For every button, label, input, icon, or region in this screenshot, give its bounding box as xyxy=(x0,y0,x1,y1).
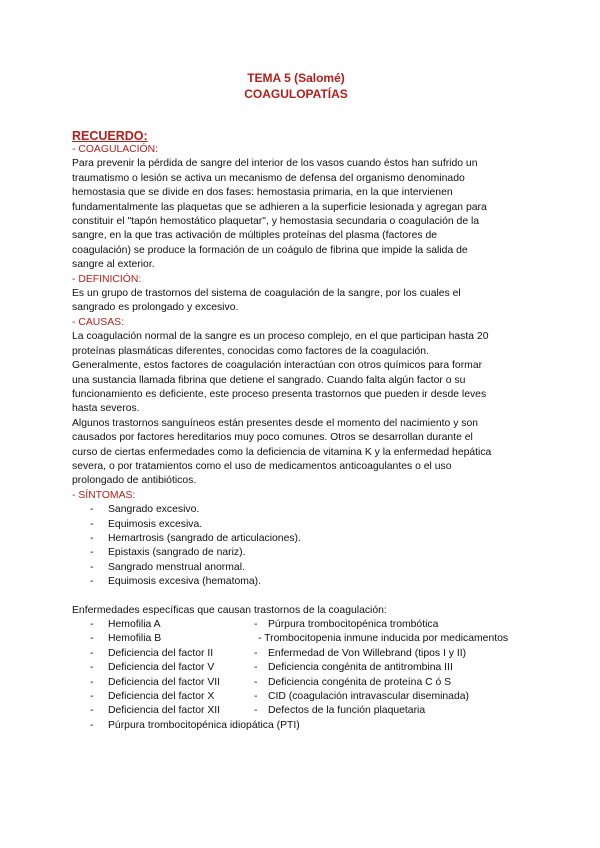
coagulacion-paragraph xyxy=(72,157,522,272)
text-line: sangre al exterior. xyxy=(72,259,155,271)
dash-bullet: - xyxy=(254,662,258,674)
disease-left-cell xyxy=(90,690,254,704)
disease-row xyxy=(90,704,520,718)
dash-bullet: - xyxy=(90,518,94,530)
text-line: causados por factores hereditarios muy poco comunes. Otros se desarrollan durante el xyxy=(72,432,473,444)
disease-name: Deficiencia congénita de antitrombina III xyxy=(268,662,453,674)
disease-row xyxy=(90,661,520,675)
coagulacion-heading: - COAGULACIÓN: xyxy=(72,144,159,155)
enfermedades-grid xyxy=(72,618,520,733)
dash-bullet: - xyxy=(90,691,94,703)
disease-name: Deficiencia del factor VII xyxy=(108,676,221,688)
disease-right-cell xyxy=(254,632,520,646)
page-title xyxy=(72,70,520,102)
disease-row xyxy=(90,690,520,704)
list-item xyxy=(90,503,520,517)
text-line: una sustancia llamada fibrina que detiene el sangrado. Cuando falta algún factor o su xyxy=(72,374,466,386)
dash-bullet: - xyxy=(90,504,94,516)
list-item xyxy=(90,518,520,532)
dash-bullet: - xyxy=(90,619,94,630)
disease-left-cell xyxy=(90,719,520,733)
dash-bullet: - xyxy=(90,633,94,645)
list-item xyxy=(90,532,520,546)
dash-bullet: - xyxy=(90,647,94,659)
text-line: sangre, en la que tras activación de múltiples proteínas del plasma (factores de xyxy=(72,230,438,242)
disease-name: Hemofilia B xyxy=(108,633,162,645)
title-line-2: COAGULOPATÍAS xyxy=(244,87,348,101)
text-line: prolongado de antibióticos. xyxy=(72,475,197,487)
text-line: traumatismo o lesión se activa un mecanismo de defensa del organismo denominado xyxy=(72,172,465,184)
text-line: Generalmente, estos factores de coagulación interactúan con otros químicos para formar xyxy=(72,360,483,372)
dash-bullet: - xyxy=(90,676,94,688)
list-item-text: Hemartrosis (sangrado de articulaciones). xyxy=(108,532,301,544)
disease-row xyxy=(90,618,520,632)
text-line: coagulación) se produce la formación de un coágulo de fibrina que impide la salida de xyxy=(72,244,468,256)
disease-name: Púrpura trombocitopénica idiopática (PTI) xyxy=(108,719,300,731)
title-line-1: TEMA 5 (Salomé) xyxy=(247,71,345,85)
list-item xyxy=(90,561,520,575)
disease-name: Deficiencia del factor XII xyxy=(108,705,221,717)
dash-bullet: - xyxy=(90,532,94,544)
dash-bullet: - xyxy=(254,705,258,717)
disease-name: Deficiencia del factor II xyxy=(108,647,214,659)
text-line: constituir el "tapón hemostático plaquetar", y hemostasia secundaria o coagulación de la xyxy=(72,216,480,228)
text-line: Para prevenir la pérdida de sangre del interior de los vasos cuando éstos han sufrido un xyxy=(72,158,478,170)
list-item-text: Equimosis excesiva (hematoma). xyxy=(108,576,262,588)
sintomas-heading: - SÍNTOMAS: xyxy=(72,489,136,501)
definicion-paragraph xyxy=(72,287,522,316)
dash-bullet: - xyxy=(90,547,94,559)
dash-bullet: - xyxy=(90,576,94,588)
dash-bullet: - xyxy=(90,705,94,717)
list-item xyxy=(90,575,520,589)
disease-right-cell xyxy=(254,690,520,704)
disease-right-cell xyxy=(254,661,520,675)
disease-left-cell xyxy=(90,661,254,675)
text-line: Algunos trastornos sanguíneos están presentes desde el momento del nacimiento y son xyxy=(72,417,479,429)
disease-name: Enfermedad de Von Willebrand (tipos I y II) xyxy=(268,647,467,659)
disease-row xyxy=(90,719,520,733)
causas-heading: - CAUSAS: xyxy=(72,316,124,328)
disease-right-cell xyxy=(254,618,520,632)
disease-left-cell xyxy=(90,647,254,661)
dash-bullet: - xyxy=(90,719,94,731)
text-line: fundamentalmente las plaquetas que se adhieren a la superficie lesionada y agregan para xyxy=(72,201,487,213)
text-line: funcionamiento es deficiente, este proceso presenta trastornos que pueden ir desde leves xyxy=(72,388,487,400)
disease-left-cell xyxy=(90,632,254,646)
disease-name: - Trombocitopenia inmune inducida por medicamentos xyxy=(258,633,509,645)
disease-row xyxy=(90,676,520,690)
dash-bullet: - xyxy=(254,619,258,630)
disease-name: Deficiencia del factor X xyxy=(108,691,215,703)
definicion-heading: - DEFINICIÓN: xyxy=(72,273,142,285)
list-item-text: Equimosis excesiva. xyxy=(108,518,203,530)
disease-name: Defectos de la función plaquetaria xyxy=(268,705,426,717)
disease-name: Deficiencia del factor V xyxy=(108,662,215,674)
list-item-text: Sangrado excesivo. xyxy=(108,504,200,516)
text-line: Es un grupo de trastornos del sistema de coagulación de la sangre, por los cuales el xyxy=(72,288,461,300)
list-item xyxy=(90,546,520,560)
list-item-text: Epistaxis (sangrado de nariz). xyxy=(108,547,246,559)
dash-bullet: - xyxy=(254,647,258,659)
disease-name: Púrpura trombocitopénica trombótica xyxy=(268,619,439,630)
disease-left-cell xyxy=(90,676,254,690)
causas-paragraph xyxy=(72,330,522,488)
disease-right-cell xyxy=(254,647,520,661)
dash-bullet: - xyxy=(90,662,94,674)
disease-name: Deficiencia congénita de proteína C ó S xyxy=(268,676,452,688)
section-recuerdo-heading: RECUERDO: xyxy=(72,129,148,143)
text-line: severa, o por tratamientos como el uso de medicamentos anticoagulantes o el uso xyxy=(72,460,452,472)
text-line: sangrado es prolongado y excesivo. xyxy=(72,302,239,314)
dash-bullet: - xyxy=(90,561,94,573)
enfermedades-heading: Enfermedades específicas que causan trastornos de la coagulación: xyxy=(72,604,387,616)
dash-bullet: - xyxy=(254,691,258,703)
sintomas-list xyxy=(72,503,520,589)
text-line: curso de ciertas enfermedades como la deficiencia de vitamina K y la enfermedad hepática xyxy=(72,446,492,458)
disease-left-cell xyxy=(90,618,254,632)
disease-row xyxy=(90,632,520,646)
disease-right-cell xyxy=(254,704,520,718)
text-line: hasta severos. xyxy=(72,403,140,415)
disease-right-cell xyxy=(254,676,520,690)
dash-bullet: - xyxy=(254,676,258,688)
text-line: hemostasia que se divide en dos fases: hemostasia primaria, en la que intervienen xyxy=(72,187,453,199)
text-line: proteínas plasmáticas diferentes, conocidas como factores de la coagulación. xyxy=(72,345,429,357)
disease-name: Hemofilia A xyxy=(108,619,161,630)
disease-row xyxy=(90,647,520,661)
list-item-text: Sangrado menstrual anormal. xyxy=(108,561,245,573)
disease-left-cell xyxy=(90,704,254,718)
text-line: La coagulación normal de la sangre es un proceso complejo, en el que participan hasta 20 xyxy=(72,331,489,343)
disease-name: CID (coagulación intravascular diseminada) xyxy=(268,691,469,703)
